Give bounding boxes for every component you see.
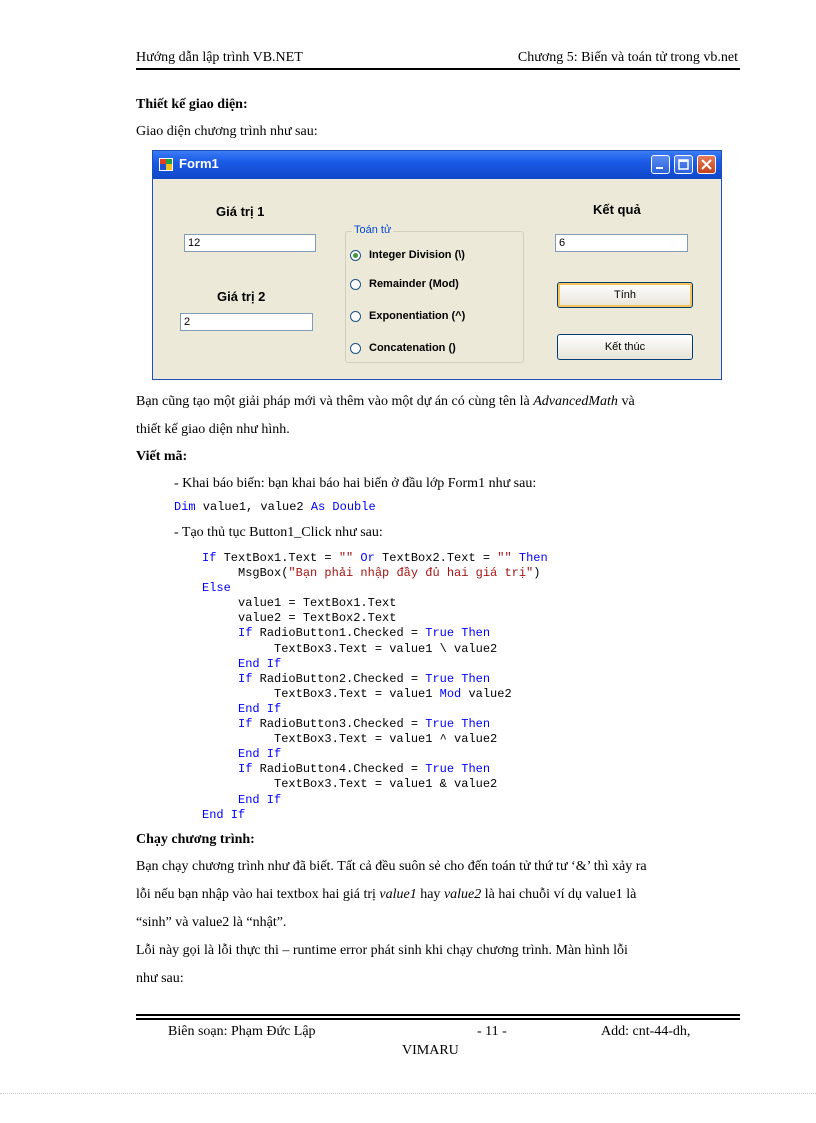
code-line: value2 = TextBox2.Text bbox=[202, 611, 397, 626]
textbox3[interactable]: 6 bbox=[555, 234, 688, 252]
code-text: TextBox2.Text = bbox=[374, 551, 498, 565]
header-right: Chương 5: Biến và toán tử trong vb.net bbox=[517, 50, 738, 65]
footer-address-2: VIMARU bbox=[402, 1043, 459, 1058]
run-line1: Bạn chạy chương trình như đã biết. Tất cả đều suôn sẻ cho đến toán tử thứ tư ‘&’ thì xảy ra bbox=[136, 859, 647, 874]
footer-rule bbox=[136, 1014, 740, 1016]
error-line2: như sau: bbox=[136, 971, 184, 986]
footer-address: Add: cnt-44-dh, bbox=[601, 1024, 691, 1039]
code-line: TextBox3.Text = value1 ^ value2 bbox=[202, 732, 498, 747]
code-line bbox=[202, 687, 548, 702]
kw: If bbox=[202, 551, 217, 565]
code-block bbox=[202, 551, 548, 823]
after-form-line2: thiết kế giao diện như hình. bbox=[136, 422, 290, 437]
textbox2[interactable]: 2 bbox=[180, 313, 313, 331]
footer-page-number: - 11 - bbox=[477, 1024, 507, 1039]
footer-author: Biên soạn: Phạm Đức Lập bbox=[168, 1024, 316, 1039]
radio-dot bbox=[350, 250, 361, 261]
str: "" bbox=[338, 551, 354, 565]
after-form-line1 bbox=[136, 393, 635, 411]
text: lỗi nếu bạn nhập vào hai textbox hai giá trị bbox=[136, 887, 380, 902]
kw: Dim bbox=[174, 500, 196, 514]
kw: As Double bbox=[310, 500, 376, 514]
code-line bbox=[202, 566, 548, 581]
page-header bbox=[136, 48, 740, 68]
code-line bbox=[202, 717, 548, 732]
code-line: TextBox3.Text = value1 & value2 bbox=[202, 777, 498, 792]
text: và bbox=[617, 394, 635, 409]
code-line: End If bbox=[202, 747, 282, 762]
kw: Then bbox=[511, 551, 548, 565]
code-line: Else bbox=[202, 581, 231, 596]
form-icon bbox=[159, 158, 173, 171]
code-line: End If bbox=[202, 807, 246, 822]
label-value1: Giá trị 1 bbox=[216, 204, 265, 219]
code-line: End If bbox=[202, 792, 282, 807]
kw: True Then bbox=[425, 762, 491, 777]
radio-dot bbox=[350, 279, 361, 290]
run-line2 bbox=[136, 886, 636, 904]
kw: Or bbox=[353, 551, 375, 565]
design-heading: Thiết kế giao diện: bbox=[136, 97, 248, 112]
project-name: AdvancedMath bbox=[533, 394, 618, 409]
header-left: Hướng dẫn lập trình VB.NET bbox=[136, 50, 303, 65]
code-line bbox=[202, 672, 548, 687]
run-heading: Chạy chương trình: bbox=[136, 832, 255, 847]
group-title: Toán tử bbox=[354, 224, 392, 236]
code-line bbox=[202, 626, 548, 641]
code-text: MsgBox( bbox=[202, 566, 289, 581]
form-client bbox=[156, 179, 718, 376]
code-line: End If bbox=[202, 701, 282, 716]
str: "Bạn phải nhập đầy đủ hai giá trị" bbox=[288, 566, 534, 581]
code-text: RadioButton3.Checked = bbox=[252, 717, 426, 732]
kw: True Then bbox=[425, 717, 491, 732]
code-text: TextBox3.Text = value1 bbox=[202, 686, 440, 701]
str: "" bbox=[497, 551, 512, 565]
close-button[interactable] bbox=[697, 155, 716, 174]
radio-label: Concatenation () bbox=[369, 342, 456, 354]
minimize-button[interactable] bbox=[651, 155, 670, 174]
code-line bbox=[202, 762, 548, 777]
code-line: TextBox3.Text = value1 \ value2 bbox=[202, 641, 498, 656]
kw: True Then bbox=[425, 626, 491, 641]
code-text: value2 bbox=[461, 686, 512, 701]
kw: Mod bbox=[439, 686, 462, 701]
run-line3: “sinh” và value2 là “nhật”. bbox=[136, 915, 287, 930]
proc-text: - Tạo thủ tục Button1_Click như sau: bbox=[174, 525, 383, 540]
radio-label: Exponentiation (^) bbox=[369, 310, 466, 322]
code-line bbox=[202, 551, 548, 566]
radio-dot bbox=[350, 311, 361, 322]
radio-label: Remainder (Mod) bbox=[369, 278, 459, 290]
text: là hai chuỗi ví dụ value1 là bbox=[481, 887, 637, 902]
header-rule bbox=[136, 68, 740, 70]
kw: True Then bbox=[425, 671, 491, 686]
page-bottom-divider bbox=[0, 1093, 816, 1094]
footer-rule bbox=[136, 1018, 740, 1020]
var-name: value2 bbox=[443, 887, 482, 902]
declare-text: - Khai báo biến: bạn khai báo hai biến ở đầu lớp Form1 như sau: bbox=[174, 476, 537, 491]
maximize-icon bbox=[675, 156, 692, 173]
code-text: RadioButton2.Checked = bbox=[252, 671, 426, 686]
radio-dot bbox=[350, 343, 361, 354]
text: hay bbox=[416, 887, 444, 902]
kw: If bbox=[202, 671, 253, 686]
textbox1[interactable]: 12 bbox=[184, 234, 316, 252]
form-title: Form1 bbox=[179, 156, 219, 171]
radio-label: Integer Division (\) bbox=[369, 249, 465, 261]
text: Bạn cũng tạo một giải pháp mới và thêm vào một dự án có cùng tên là bbox=[136, 394, 534, 409]
title-bar bbox=[153, 151, 721, 179]
code-text: value1, value2 bbox=[195, 500, 311, 514]
operator-group bbox=[345, 224, 524, 363]
code-text: ) bbox=[533, 566, 541, 581]
kw: If bbox=[202, 717, 253, 732]
exit-button[interactable]: Kết thúc bbox=[557, 334, 693, 360]
label-result: Kết quả bbox=[593, 202, 641, 217]
maximize-button[interactable] bbox=[674, 155, 693, 174]
code-line: End If bbox=[202, 656, 282, 671]
code-heading: Viết mã: bbox=[136, 449, 188, 464]
code-text: RadioButton1.Checked = bbox=[252, 626, 426, 641]
calc-button[interactable]: Tính bbox=[557, 282, 693, 308]
close-icon bbox=[698, 156, 715, 173]
minimize-icon bbox=[652, 156, 669, 173]
kw: If bbox=[202, 626, 253, 641]
label-value2: Giá trị 2 bbox=[217, 289, 266, 304]
error-line1: Lỗi này gọi là lỗi thực thi – runtime error phát sinh khi chạy chương trình. Màn hình lỗi bbox=[136, 943, 628, 958]
design-intro: Giao diện chương trình như sau: bbox=[136, 124, 318, 139]
code-text: RadioButton4.Checked = bbox=[252, 762, 426, 777]
var-name: value1 bbox=[379, 887, 417, 902]
code-dim bbox=[174, 500, 376, 515]
code-text: TextBox1.Text = bbox=[216, 551, 339, 565]
kw: If bbox=[202, 762, 253, 777]
code-line: value1 = TextBox1.Text bbox=[202, 596, 397, 611]
form-window bbox=[152, 150, 722, 380]
